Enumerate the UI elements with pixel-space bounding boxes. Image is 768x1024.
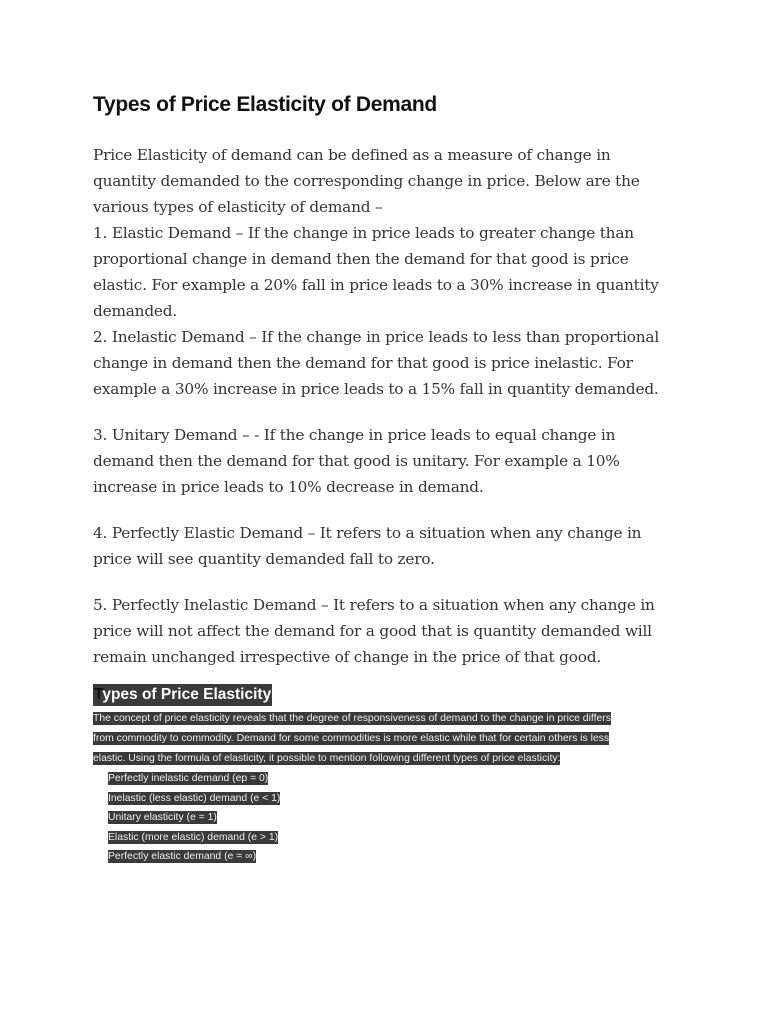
highlighted-line — [93, 749, 683, 769]
body-line: proportional change in demand then the demand for that good is price — [93, 250, 629, 268]
highlighted-section — [93, 684, 683, 867]
page-title: Types of Price Elasticity of Demand — [93, 93, 437, 116]
body-line: change in demand then the demand for that good is price inelastic. For — [93, 354, 633, 372]
perfectly-elastic-paragraph — [93, 520, 693, 572]
list-item-text: Inelastic (less elastic) demand (e < 1) — [108, 792, 281, 804]
list-item — [93, 789, 683, 809]
body-line: elastic. For example a 20% fall in price leads to a 30% increase in quantity — [93, 276, 659, 294]
elasticity-types-list — [93, 769, 683, 867]
body-line: increase in price leads to 10% decrease in demand. — [93, 478, 484, 496]
highlighted-line — [93, 729, 683, 749]
list-item — [93, 808, 683, 828]
body-line: price will not affect the demand for a good that is quantity demanded will — [93, 622, 652, 640]
title-rest: ypes of Price Elasticity — [102, 686, 272, 703]
list-item — [93, 828, 683, 848]
body-line: 4. Perfectly Elastic Demand – It refers to a situation when any change in — [93, 524, 642, 542]
body-line: 1. Elastic Demand – If the change in price leads to greater change than — [93, 224, 634, 242]
body-line: price will see quantity demanded fall to zero. — [93, 550, 435, 568]
highlighted-paragraph — [93, 709, 683, 769]
list-item — [93, 847, 683, 867]
list-item-text: Elastic (more elastic) demand (e > 1) — [108, 831, 279, 843]
list-item-text: Unitary elasticity (e = 1) — [108, 812, 217, 824]
list-item-text: Perfectly elastic demand (e = ∞) — [108, 851, 257, 863]
body-line: various types of elasticity of demand – — [93, 198, 383, 216]
intro-and-types-1-2 — [93, 142, 693, 402]
highlighted-line — [93, 709, 683, 729]
body-line: demanded. — [93, 302, 178, 320]
highlighted-line-text: elastic. Using the formula of elasticity, it possible to mention following different types of price elasticity: — [93, 753, 561, 764]
body-line: 2. Inelastic Demand – If the change in price leads to less than proportional — [93, 328, 660, 346]
list-item-text: Perfectly inelastic demand (ep = 0) — [108, 773, 269, 784]
body-line: quantity demanded to the corresponding change in price. Below are the — [93, 172, 640, 190]
body-line: demand then the demand for that good is unitary. For example a 10% — [93, 452, 620, 470]
body-line: 3. Unitary Demand – - If the change in price leads to equal change in — [93, 426, 616, 444]
perfectly-inelastic-paragraph — [93, 592, 693, 670]
body-line: example a 30% increase in price leads to a 15% fall in quantity demanded. — [93, 380, 659, 398]
highlighted-line-text: The concept of price elasticity reveals that the degree of responsiveness of demand to the change in price differs — [93, 713, 611, 724]
body-line: remain unchanged irrespective of change in the price of that good. — [93, 648, 601, 666]
title-first-letter: T — [94, 686, 103, 703]
body-line: 5. Perfectly Inelastic Demand – It refers to a situation when any change in — [93, 596, 655, 614]
list-item — [93, 769, 683, 789]
highlighted-line-text: from commodity to commodity. Demand for some commodities is more elastic while that for certain others is less — [93, 733, 610, 744]
unitary-demand-paragraph — [93, 422, 693, 500]
highlighted-section-title — [93, 684, 272, 706]
body-line: Price Elasticity of demand can be defined as a measure of change in — [93, 146, 611, 164]
